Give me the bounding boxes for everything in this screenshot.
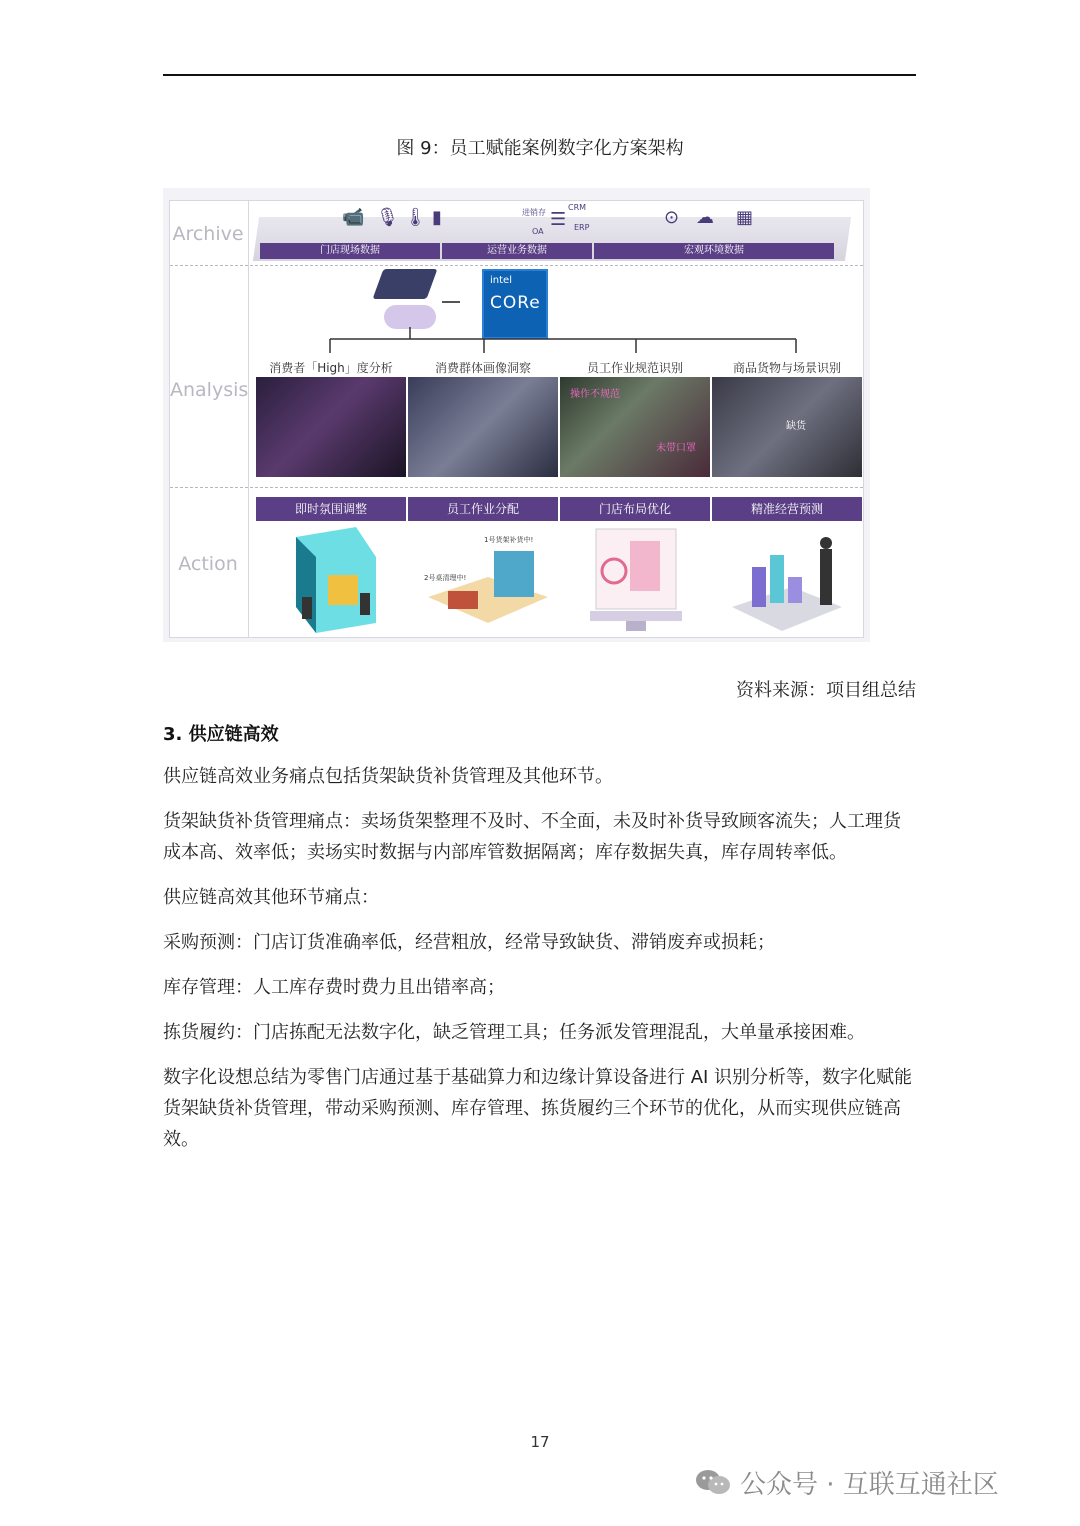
wechat-icon [694,1467,732,1497]
art-label-table: 2号桌清理中! [424,574,467,582]
watermark [694,1462,999,1502]
label-crm: CRM [568,203,587,212]
architecture-figure [163,188,870,642]
action-title-3: 门店布局优化 [560,497,710,521]
figure-source: 资料来源：项目组总结 [736,680,916,701]
label-oa: OA [532,227,544,236]
paragraph-2: 货架缺货补货管理痛点：卖场货架整理不及时、不全面，未及时补货导致顾客流失；人工理货成本高、效率低；卖场实时数据与内部库管数据隔离；库存数据失真，库存周转率低。 [163,811,901,863]
label-erp: ERP [574,223,590,232]
art-store-layout [560,527,710,633]
layer-archive-label: Archive [172,223,244,245]
analysis-title-1: 消费者「High」度分析 [269,361,393,375]
bar-ops-data: 运营业务数据 [442,243,592,259]
database-icon: ☰ [550,209,567,230]
photo-consumer-high [256,377,406,477]
thermometer-icon: 🌡 [404,207,427,228]
paragraph-5: 库存管理：人工库存费时费力且出错率高； [163,977,505,998]
display-icon: ⊙ [664,207,680,228]
analysis-title-4: 商品货物与场景识别 [732,361,841,375]
layer-action-label: Action [178,553,238,575]
paragraph-1: 供应链高效业务痛点包括货架缺货补货管理及其他环节。 [163,766,613,787]
figure-canvas [169,200,864,638]
art-atmosphere-room [256,527,406,633]
analysis-title-2: 消费群体画像洞察 [434,361,531,375]
header-rule [163,74,916,76]
sensor-icon: ▮ [432,207,442,228]
bar-store-data: 门店现场数据 [260,243,440,259]
section-heading: 3. 供应链高效 [163,724,279,745]
intel-brand: intel [490,275,512,286]
paragraph-3: 供应链高效其他环节痛点： [163,887,379,908]
photo-label-out-of-stock: 缺货 [786,421,806,432]
watermark-text: 公众号 · 互联互通社区 [740,1469,999,1500]
microphone-icon: 🎙 [376,207,399,228]
label-inventory: 进销存 [522,208,546,217]
paragraph-7: 数字化设想总结为零售门店通过基于基础算力和边缘计算设备进行 AI 识别分析等，数字化赋能货架缺货补货管理，带动采购预测、库存管理、拣货履约三个环节的优化，从而实现供应链高效。 [163,1067,913,1150]
page-number: 17 [530,1433,550,1451]
bar-macro-data: 宏观环境数据 [594,243,834,259]
art-staff-assignment [408,527,558,633]
photo-label-no-mask: 未带口罩 [656,443,696,454]
art-business-forecast [712,527,862,633]
analysis-title-3: 员工作业规范识别 [586,361,683,375]
photo-consumer-portrait [408,377,558,477]
art-label-shelf: 1号货架补货中! [484,536,534,544]
weather-icon: ☁ [696,207,714,228]
figure-caption: 图 9：员工赋能案例数字化方案架构 [396,138,684,159]
photo-label-nonstandard: 操作不规范 [570,389,620,400]
camera-icon: 📹 [342,207,365,228]
calendar-icon: ▦ [736,207,754,228]
action-title-1: 即时氛围调整 [256,497,406,521]
photo-staff-compliance [560,377,710,477]
photo-goods-scene [712,377,862,477]
intel-product: CORe [490,293,541,313]
layer-analysis-label: Analysis [170,379,249,401]
paragraph-6: 拣货履约：门店拣配无法数字化，缺乏管理工具；任务派发管理混乱，大单量承接困难。 [163,1022,865,1043]
action-title-4: 精准经营预测 [712,497,862,521]
action-title-2: 员工作业分配 [408,497,558,521]
paragraph-4: 采购预测：门店订货准确率低，经营粗放，经常导致缺货、滞销废弃或损耗； [163,932,775,953]
